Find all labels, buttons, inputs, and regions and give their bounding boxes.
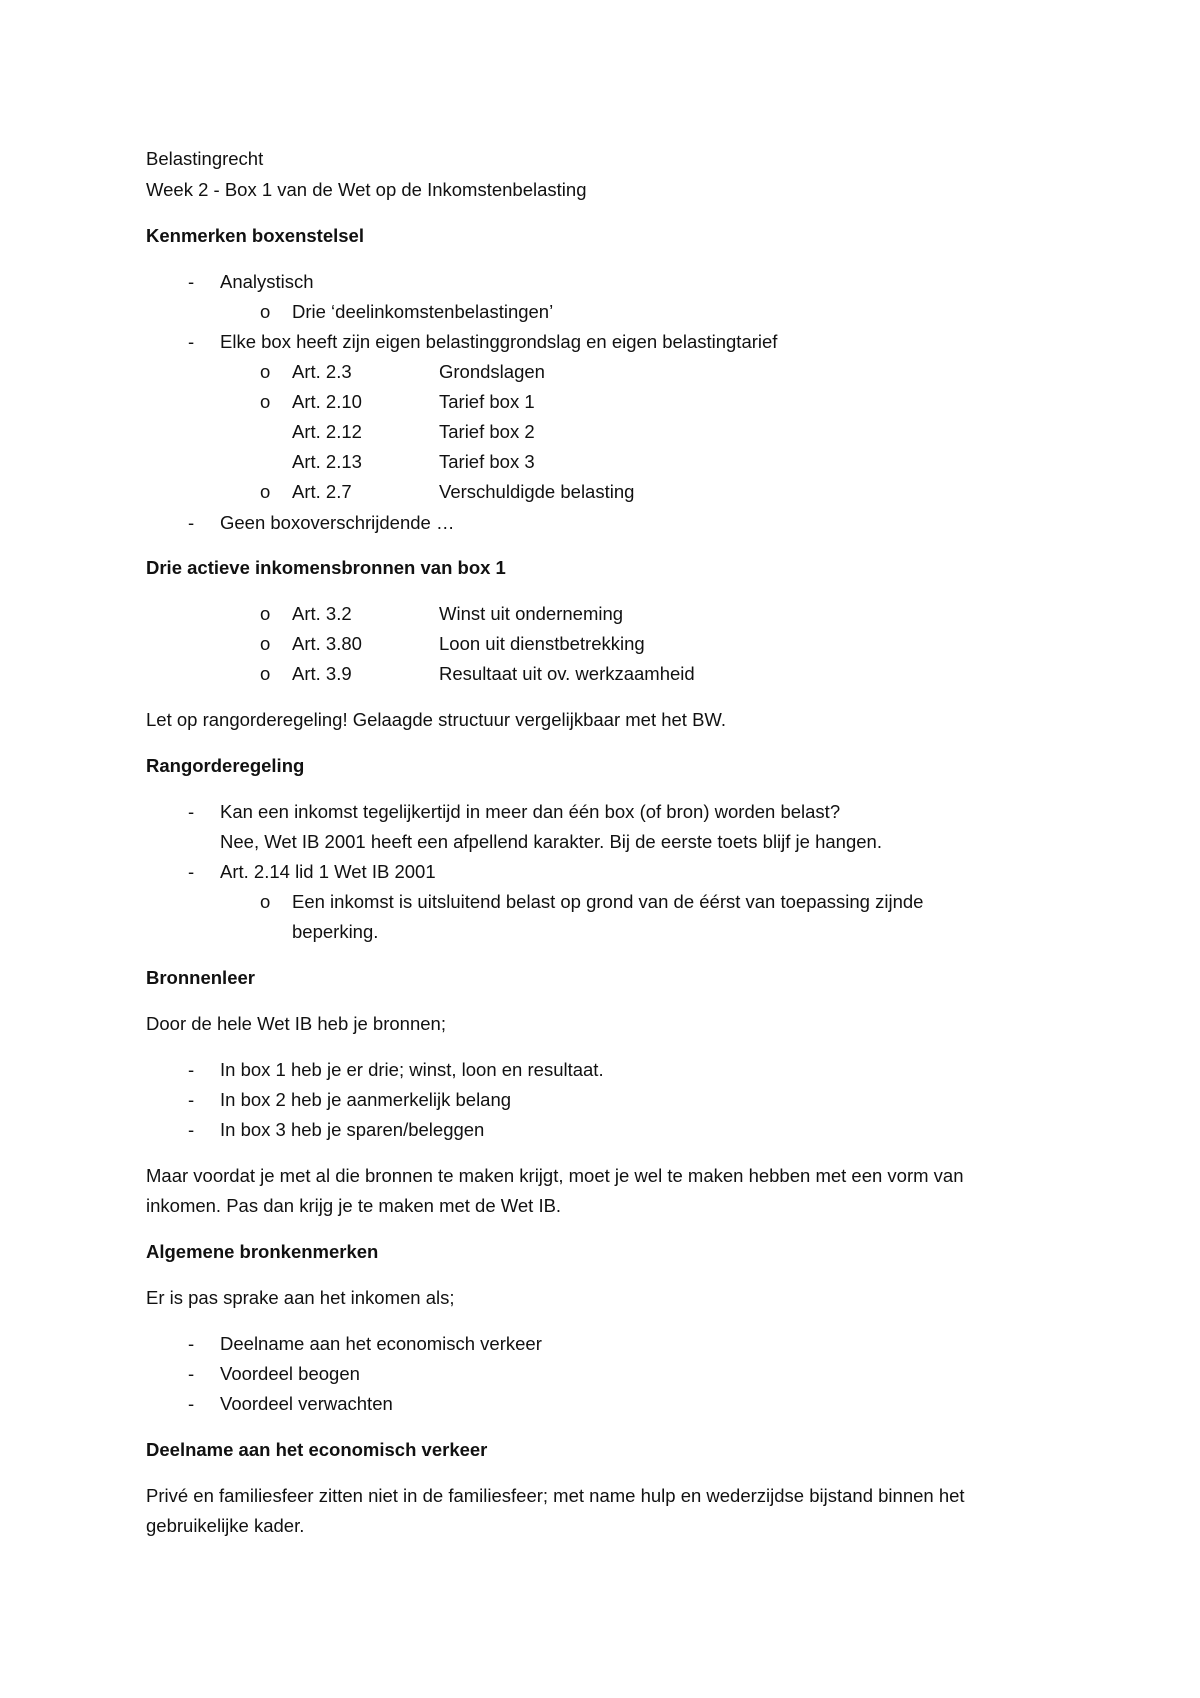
dash-bullet: - [188, 271, 195, 292]
dash-bullet: - [188, 861, 195, 882]
dash-bullet: - [188, 1119, 195, 1140]
list-item-continuation: Nee, Wet IB 2001 heeft een afpellend karakter. Bij de eerste toets blijf je hangen. [220, 831, 882, 852]
circle-bullet: o [260, 891, 271, 912]
list-item: In box 1 heb je er drie; winst, loon en resultaat. [220, 1059, 604, 1080]
dash-bullet: - [188, 331, 195, 352]
paragraph-continuation: gebruikelijke kader. [146, 1515, 305, 1536]
heading-deelname-economisch-verkeer: Deelname aan het economisch verkeer [146, 1439, 488, 1460]
heading-drie-actieve-inkomensbronnen: Drie actieve inkomensbronnen van box 1 [146, 557, 506, 578]
rangorde-note: Let op rangorderegeling! Gelaagde structuur vergelijkbaar met het BW. [146, 709, 726, 730]
heading-rangorderegeling: Rangorderegeling [146, 755, 305, 776]
list-item: Analystisch [220, 271, 314, 292]
circle-bullet: o [260, 481, 271, 502]
paragraph: Privé en familiesfeer zitten niet in de familiesfeer; met name hulp en wederzijdse bijstand binnen het [146, 1485, 965, 1506]
list-item: Art. 2.14 lid 1 Wet IB 2001 [220, 861, 436, 882]
article-number: Art. 3.2 [292, 603, 352, 624]
article-description: Tarief box 2 [439, 421, 535, 442]
circle-bullet: o [260, 301, 271, 322]
paragraph-continuation: inkomen. Pas dan krijg je te maken met de Wet IB. [146, 1195, 562, 1216]
circle-bullet: o [260, 391, 271, 412]
list-item: Voordeel beogen [220, 1363, 360, 1384]
list-item: Kan een inkomst tegelijkertijd in meer dan één box (of bron) worden belast? [220, 801, 841, 822]
document-title: Belastingrecht [146, 148, 264, 169]
article-number: Art. 2.13 [292, 451, 362, 472]
circle-bullet: o [260, 361, 271, 382]
article-number: Art. 3.80 [292, 633, 362, 654]
dash-bullet: - [188, 1059, 195, 1080]
circle-bullet: o [260, 603, 271, 624]
heading-bronnenleer: Bronnenleer [146, 967, 255, 988]
list-subitem: Een inkomst is uitsluitend belast op grond van de éérst van toepassing zijnde [292, 891, 924, 912]
list-item: Voordeel verwachten [220, 1393, 393, 1414]
article-number: Art. 2.10 [292, 391, 362, 412]
heading-kenmerken-boxenstelsel: Kenmerken boxenstelsel [146, 225, 364, 246]
article-number: Art. 3.9 [292, 663, 352, 684]
list-subitem: Drie ‘deelinkomstenbelastingen’ [292, 301, 554, 322]
dash-bullet: - [188, 801, 195, 822]
list-item: In box 2 heb je aanmerkelijk belang [220, 1089, 512, 1110]
article-description: Verschuldigde belasting [439, 481, 635, 502]
paragraph: Maar voordat je met al die bronnen te maken krijgt, moet je wel te maken hebben met een vorm van [146, 1165, 964, 1186]
heading-algemene-bronkenmerken: Algemene bronkenmerken [146, 1241, 379, 1262]
list-item: Elke box heeft zijn eigen belastinggrondslag en eigen belastingtarief [220, 331, 778, 352]
list-subitem-continuation: beperking. [292, 921, 379, 942]
article-description: Resultaat uit ov. werkzaamheid [439, 663, 695, 684]
dash-bullet: - [188, 512, 195, 533]
document-subtitle: Week 2 - Box 1 van de Wet op de Inkomstenbelasting [146, 179, 587, 200]
article-number: Art. 2.7 [292, 481, 352, 502]
list-item: Geen boxoverschrijdende … [220, 512, 455, 533]
paragraph: Er is pas sprake aan het inkomen als; [146, 1287, 455, 1308]
article-description: Tarief box 3 [439, 451, 535, 472]
article-number: Art. 2.12 [292, 421, 362, 442]
list-item: In box 3 heb je sparen/beleggen [220, 1119, 485, 1140]
article-number: Art. 2.3 [292, 361, 352, 382]
article-description: Tarief box 1 [439, 391, 535, 412]
paragraph: Door de hele Wet IB heb je bronnen; [146, 1013, 446, 1034]
dash-bullet: - [188, 1089, 195, 1110]
dash-bullet: - [188, 1393, 195, 1414]
dash-bullet: - [188, 1363, 195, 1384]
list-item: Deelname aan het economisch verkeer [220, 1333, 542, 1354]
circle-bullet: o [260, 663, 271, 684]
article-description: Grondslagen [439, 361, 545, 382]
article-description: Loon uit dienstbetrekking [439, 633, 645, 654]
circle-bullet: o [260, 633, 271, 654]
dash-bullet: - [188, 1333, 195, 1354]
article-description: Winst uit onderneming [439, 603, 624, 624]
